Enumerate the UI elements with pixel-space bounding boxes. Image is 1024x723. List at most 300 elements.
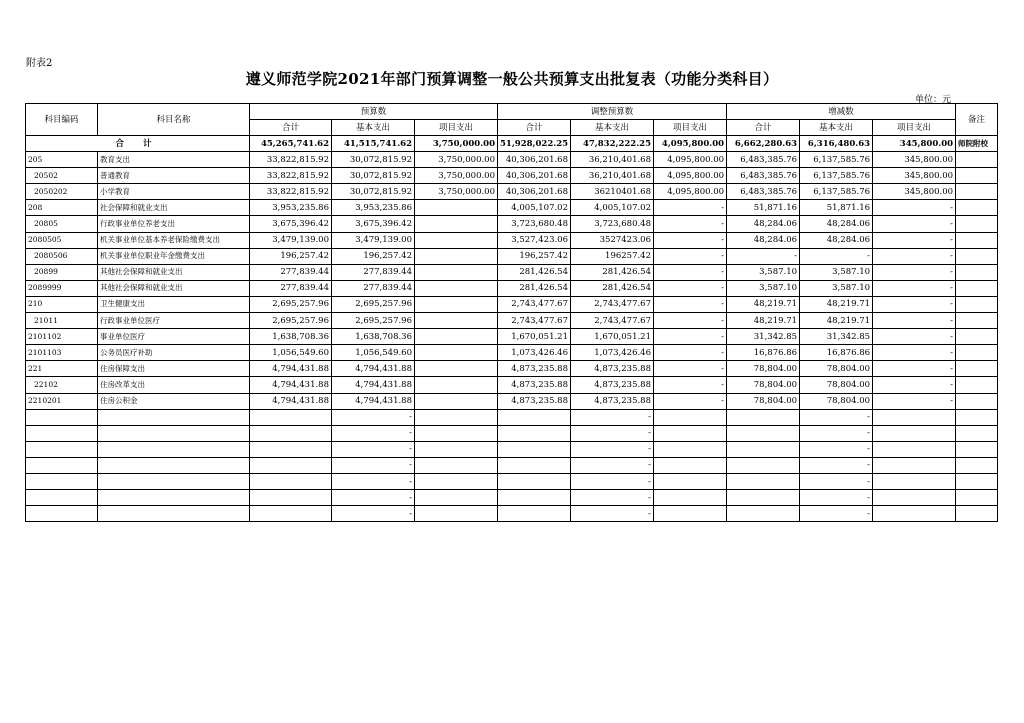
row-value: -: [571, 425, 654, 441]
row-value: 4,095,800.00: [654, 184, 727, 200]
header-budget: 预算数: [250, 104, 498, 120]
row-value: -: [332, 490, 415, 506]
row-value: -: [800, 425, 873, 441]
row-remark: [956, 361, 998, 377]
row-name: 卫生健康支出: [98, 296, 250, 312]
total-cell: 41,515,741.62: [332, 136, 415, 152]
row-value: -: [571, 490, 654, 506]
row-code: 20502: [26, 168, 98, 184]
row-name: 行政事业单位医疗: [98, 313, 250, 329]
row-value: 277,839.44: [332, 280, 415, 296]
row-value: 1,670,051.21: [571, 329, 654, 345]
row-name: 其他社会保障和就业支出: [98, 264, 250, 280]
row-value: 30,072,815.92: [332, 184, 415, 200]
row-value: 1,073,426.46: [571, 345, 654, 361]
table-row: [26, 377, 998, 393]
total-cell: 6,316,480.63: [800, 136, 873, 152]
row-value: [498, 425, 571, 441]
row-value: -: [571, 441, 654, 457]
subheader-project: 项目支出: [873, 120, 956, 136]
row-value: 3,750,000.00: [415, 168, 498, 184]
row-value: -: [654, 248, 727, 264]
row-value: -: [873, 313, 956, 329]
row-value: 36,210,401.68: [571, 152, 654, 168]
row-value: 4,794,431.88: [250, 361, 332, 377]
row-value: 277,839.44: [250, 264, 332, 280]
table-row: [26, 168, 998, 184]
row-value: [415, 473, 498, 489]
row-value: -: [873, 200, 956, 216]
table-row: [26, 361, 998, 377]
row-value: [727, 425, 800, 441]
row-code: [26, 506, 98, 522]
row-name: 行政事业单位养老支出: [98, 216, 250, 232]
row-value: [873, 441, 956, 457]
row-value: -: [873, 248, 956, 264]
row-value: 78,804.00: [800, 361, 873, 377]
row-value: [873, 409, 956, 425]
row-value: 196,257.42: [332, 248, 415, 264]
row-remark: [956, 377, 998, 393]
row-value: [873, 506, 956, 522]
row-value: 345,800.00: [873, 168, 956, 184]
subheader-total: 合计: [250, 120, 332, 136]
row-value: 78,804.00: [727, 377, 800, 393]
row-value: 48,284.06: [727, 232, 800, 248]
row-value: [498, 490, 571, 506]
row-value: 78,804.00: [727, 393, 800, 409]
subheader-project: 项目支出: [654, 120, 727, 136]
row-value: [727, 409, 800, 425]
row-value: 2,743,477.67: [498, 313, 571, 329]
row-value: -: [654, 361, 727, 377]
row-value: 4,794,431.88: [250, 393, 332, 409]
row-value: 4,794,431.88: [332, 361, 415, 377]
row-remark: [956, 441, 998, 457]
row-value: [727, 506, 800, 522]
table-row: [26, 490, 998, 506]
row-name: 其他社会保障和就业支出: [98, 280, 250, 296]
row-value: [498, 409, 571, 425]
row-value: -: [800, 248, 873, 264]
budget-table: [25, 103, 998, 522]
row-code: 2050202: [26, 184, 98, 200]
table-row: [26, 216, 998, 232]
row-value: -: [654, 296, 727, 312]
row-remark: [956, 329, 998, 345]
row-value: 3,750,000.00: [415, 152, 498, 168]
row-value: [415, 490, 498, 506]
row-value: -: [800, 409, 873, 425]
row-code: 2089999: [26, 280, 98, 296]
row-value: 281,426.54: [571, 264, 654, 280]
row-value: [250, 473, 332, 489]
row-remark: [956, 506, 998, 522]
row-value: 3,675,396.42: [332, 216, 415, 232]
row-value: -: [873, 264, 956, 280]
subheader-basic: 基本支出: [571, 120, 654, 136]
row-value: [498, 457, 571, 473]
row-remark: [956, 409, 998, 425]
row-value: 277,839.44: [250, 280, 332, 296]
row-value: 2,695,257.96: [250, 313, 332, 329]
row-value: -: [571, 506, 654, 522]
row-value: 51,871.16: [727, 200, 800, 216]
table-row: [26, 184, 998, 200]
row-code: 21011: [26, 313, 98, 329]
row-value: [727, 441, 800, 457]
row-value: [415, 393, 498, 409]
row-value: 6,483,385.76: [727, 184, 800, 200]
total-cell: 4,095,800.00: [654, 136, 727, 152]
row-value: 196257.42: [571, 248, 654, 264]
row-code: [26, 425, 98, 441]
row-value: 345,800.00: [873, 184, 956, 200]
table-row: [26, 296, 998, 312]
row-value: 2,743,477.67: [571, 296, 654, 312]
row-value: [498, 506, 571, 522]
row-name: 教育支出: [98, 152, 250, 168]
row-value: 3,527,423.06: [498, 232, 571, 248]
subheader-project: 项目支出: [415, 120, 498, 136]
row-remark: [956, 490, 998, 506]
row-value: 31,342.85: [800, 329, 873, 345]
row-value: [873, 490, 956, 506]
row-value: -: [654, 264, 727, 280]
row-remark: [956, 313, 998, 329]
subheader-basic: 基本支出: [332, 120, 415, 136]
row-value: [654, 441, 727, 457]
row-value: [654, 425, 727, 441]
row-value: 30,072,815.92: [332, 152, 415, 168]
row-value: [415, 425, 498, 441]
row-value: -: [873, 216, 956, 232]
row-value: [654, 506, 727, 522]
row-value: 78,804.00: [800, 377, 873, 393]
header-adjusted: 调整预算数: [498, 104, 727, 120]
row-value: -: [571, 473, 654, 489]
row-value: -: [332, 441, 415, 457]
row-value: [654, 409, 727, 425]
row-value: -: [654, 313, 727, 329]
table-row: [26, 409, 998, 425]
row-value: -: [800, 473, 873, 489]
header-code: 科目编码: [26, 104, 98, 136]
row-value: 196,257.42: [250, 248, 332, 264]
table-row: [26, 457, 998, 473]
total-cell: 45,265,741.62: [250, 136, 332, 152]
row-name: [98, 457, 250, 473]
row-code: 210: [26, 296, 98, 312]
row-name: [98, 409, 250, 425]
header-name: 科目名称: [98, 104, 250, 136]
row-remark: [956, 457, 998, 473]
subheader-total: 合计: [498, 120, 571, 136]
row-value: 40,306,201.68: [498, 184, 571, 200]
table-row: [26, 264, 998, 280]
row-name: [98, 473, 250, 489]
row-value: 48,219.71: [727, 313, 800, 329]
row-value: [415, 377, 498, 393]
row-value: -: [332, 506, 415, 522]
row-value: 48,219.71: [800, 296, 873, 312]
row-value: 48,284.06: [800, 232, 873, 248]
row-name: 公务员医疗补助: [98, 345, 250, 361]
total-cell: 6,662,280.63: [727, 136, 800, 152]
row-name: [98, 441, 250, 457]
row-value: 40,306,201.68: [498, 152, 571, 168]
total-cell: 47,832,222.25: [571, 136, 654, 152]
row-value: -: [800, 506, 873, 522]
row-value: 78,804.00: [800, 393, 873, 409]
row-value: 36,210,401.68: [571, 168, 654, 184]
row-value: -: [873, 280, 956, 296]
row-value: [415, 457, 498, 473]
row-value: 4,095,800.00: [654, 152, 727, 168]
row-value: [727, 490, 800, 506]
row-code: 208: [26, 200, 98, 216]
row-value: 3,587.10: [727, 264, 800, 280]
row-value: 1,638,708.36: [250, 329, 332, 345]
subheader-total: 合计: [727, 120, 800, 136]
row-value: [415, 232, 498, 248]
row-code: 20805: [26, 216, 98, 232]
row-value: 3,587.10: [800, 264, 873, 280]
row-value: 6,137,585.76: [800, 168, 873, 184]
row-value: 48,219.71: [800, 313, 873, 329]
row-value: 4,873,235.88: [571, 377, 654, 393]
row-remark: [956, 248, 998, 264]
total-cell: 3,750,000.00: [415, 136, 498, 152]
row-value: [415, 216, 498, 232]
table-row: [26, 506, 998, 522]
row-name: 普通教育: [98, 168, 250, 184]
row-name: 小学教育: [98, 184, 250, 200]
table-row: [26, 393, 998, 409]
row-value: 3,587.10: [727, 280, 800, 296]
row-value: -: [571, 409, 654, 425]
row-value: 4,873,235.88: [498, 361, 571, 377]
row-value: -: [873, 361, 956, 377]
table-row: [26, 313, 998, 329]
attachment-label: 附表2: [26, 58, 53, 69]
row-code: 2101102: [26, 329, 98, 345]
row-value: -: [654, 377, 727, 393]
row-value: 16,876.86: [727, 345, 800, 361]
row-value: -: [873, 232, 956, 248]
row-value: 277,839.44: [332, 264, 415, 280]
row-value: 281,426.54: [571, 280, 654, 296]
row-value: 6,137,585.76: [800, 184, 873, 200]
row-code: 2080506: [26, 248, 98, 264]
row-remark: [956, 473, 998, 489]
row-value: [498, 441, 571, 457]
row-name: 机关事业单位职业年金缴费支出: [98, 248, 250, 264]
row-value: -: [727, 248, 800, 264]
row-code: 2210201: [26, 393, 98, 409]
row-value: -: [654, 280, 727, 296]
row-value: 4,095,800.00: [654, 168, 727, 184]
row-value: 2,743,477.67: [571, 313, 654, 329]
row-value: 2,743,477.67: [498, 296, 571, 312]
row-value: 4,794,431.88: [250, 377, 332, 393]
row-value: -: [873, 345, 956, 361]
row-value: [415, 329, 498, 345]
row-value: 3,675,396.42: [250, 216, 332, 232]
table-row: [26, 441, 998, 457]
page-title: 遵义师范学院2021年部门预算调整一般公共预算支出批复表（功能分类科目）: [245, 70, 779, 88]
row-value: 4,794,431.88: [332, 393, 415, 409]
row-value: [250, 506, 332, 522]
row-value: 36210401.68: [571, 184, 654, 200]
row-value: [415, 313, 498, 329]
row-value: 30,072,815.92: [332, 168, 415, 184]
row-value: 3,953,235.86: [332, 200, 415, 216]
row-value: 3,479,139.00: [332, 232, 415, 248]
row-code: 20899: [26, 264, 98, 280]
row-value: 1,056,549.60: [250, 345, 332, 361]
row-value: 281,426.54: [498, 280, 571, 296]
row-value: 3,723,680.48: [571, 216, 654, 232]
row-value: [654, 473, 727, 489]
row-value: [415, 441, 498, 457]
row-value: [415, 296, 498, 312]
row-name: [98, 425, 250, 441]
row-value: -: [873, 296, 956, 312]
row-name: [98, 506, 250, 522]
row-name: 住房保障支出: [98, 361, 250, 377]
row-value: 196,257.42: [498, 248, 571, 264]
row-name: 事业单位医疗: [98, 329, 250, 345]
header-remark: 备注: [956, 104, 998, 136]
row-value: 3,479,139.00: [250, 232, 332, 248]
row-remark: [956, 345, 998, 361]
row-value: -: [873, 329, 956, 345]
row-value: -: [332, 425, 415, 441]
row-value: 40,306,201.68: [498, 168, 571, 184]
row-value: [498, 473, 571, 489]
row-value: -: [654, 329, 727, 345]
total-label: 合 计: [26, 136, 250, 152]
row-value: 1,638,708.36: [332, 329, 415, 345]
row-value: [250, 441, 332, 457]
row-value: 3,723,680.48: [498, 216, 571, 232]
row-value: 31,342.85: [727, 329, 800, 345]
table-row: [26, 329, 998, 345]
row-value: -: [800, 490, 873, 506]
row-value: -: [800, 441, 873, 457]
row-value: [415, 264, 498, 280]
row-value: 78,804.00: [727, 361, 800, 377]
row-remark: [956, 264, 998, 280]
row-value: -: [332, 457, 415, 473]
table-row: [26, 345, 998, 361]
row-value: 4,005,107.02: [498, 200, 571, 216]
row-value: 33,822,815.92: [250, 152, 332, 168]
row-code: 2101103: [26, 345, 98, 361]
row-value: [415, 248, 498, 264]
row-value: 2,695,257.96: [332, 296, 415, 312]
table-row: [26, 473, 998, 489]
row-remark: [956, 425, 998, 441]
table-row: [26, 152, 998, 168]
row-value: 48,284.06: [727, 216, 800, 232]
row-value: -: [332, 409, 415, 425]
row-value: 2,695,257.96: [332, 313, 415, 329]
row-value: 4,873,235.88: [571, 361, 654, 377]
row-value: 33,822,815.92: [250, 168, 332, 184]
row-value: -: [800, 457, 873, 473]
total-cell: 51,928,022.25: [498, 136, 571, 152]
row-remark: [956, 184, 998, 200]
table-row: [26, 425, 998, 441]
table-row: [26, 280, 998, 296]
row-value: 3,750,000.00: [415, 184, 498, 200]
row-value: 33,822,815.92: [250, 184, 332, 200]
row-value: 345,800.00: [873, 152, 956, 168]
row-code: [26, 441, 98, 457]
row-value: 4,873,235.88: [498, 393, 571, 409]
row-value: [415, 280, 498, 296]
row-value: [654, 457, 727, 473]
row-value: 4,873,235.88: [571, 393, 654, 409]
row-code: [26, 409, 98, 425]
row-remark: [956, 152, 998, 168]
row-remark: [956, 280, 998, 296]
row-value: 3527423.06: [571, 232, 654, 248]
row-remark: [956, 296, 998, 312]
row-value: [415, 409, 498, 425]
row-value: [250, 425, 332, 441]
row-value: [250, 490, 332, 506]
row-value: -: [654, 216, 727, 232]
row-value: 2,695,257.96: [250, 296, 332, 312]
row-remark: [956, 393, 998, 409]
row-code: [26, 457, 98, 473]
subheader-basic: 基本支出: [800, 120, 873, 136]
row-value: 16,876.86: [800, 345, 873, 361]
row-value: 4,005,107.02: [571, 200, 654, 216]
row-name: [98, 490, 250, 506]
table-row: [26, 200, 998, 216]
row-value: -: [873, 377, 956, 393]
row-value: [415, 200, 498, 216]
header-change: 增减数: [727, 104, 956, 120]
row-value: [250, 409, 332, 425]
row-value: 51,871.16: [800, 200, 873, 216]
row-value: [873, 473, 956, 489]
row-value: [727, 473, 800, 489]
row-value: [415, 361, 498, 377]
row-value: 281,426.54: [498, 264, 571, 280]
row-code: 221: [26, 361, 98, 377]
row-value: -: [654, 345, 727, 361]
row-remark: [956, 200, 998, 216]
row-value: 1,670,051.21: [498, 329, 571, 345]
row-value: [873, 425, 956, 441]
row-value: [654, 490, 727, 506]
total-row: [26, 136, 998, 152]
table-row: [26, 248, 998, 264]
row-code: [26, 473, 98, 489]
table-header: [26, 104, 998, 136]
row-remark: [956, 216, 998, 232]
row-value: 3,587.10: [800, 280, 873, 296]
table-row: [26, 232, 998, 248]
row-value: -: [654, 232, 727, 248]
row-value: [250, 457, 332, 473]
row-value: 6,483,385.76: [727, 168, 800, 184]
